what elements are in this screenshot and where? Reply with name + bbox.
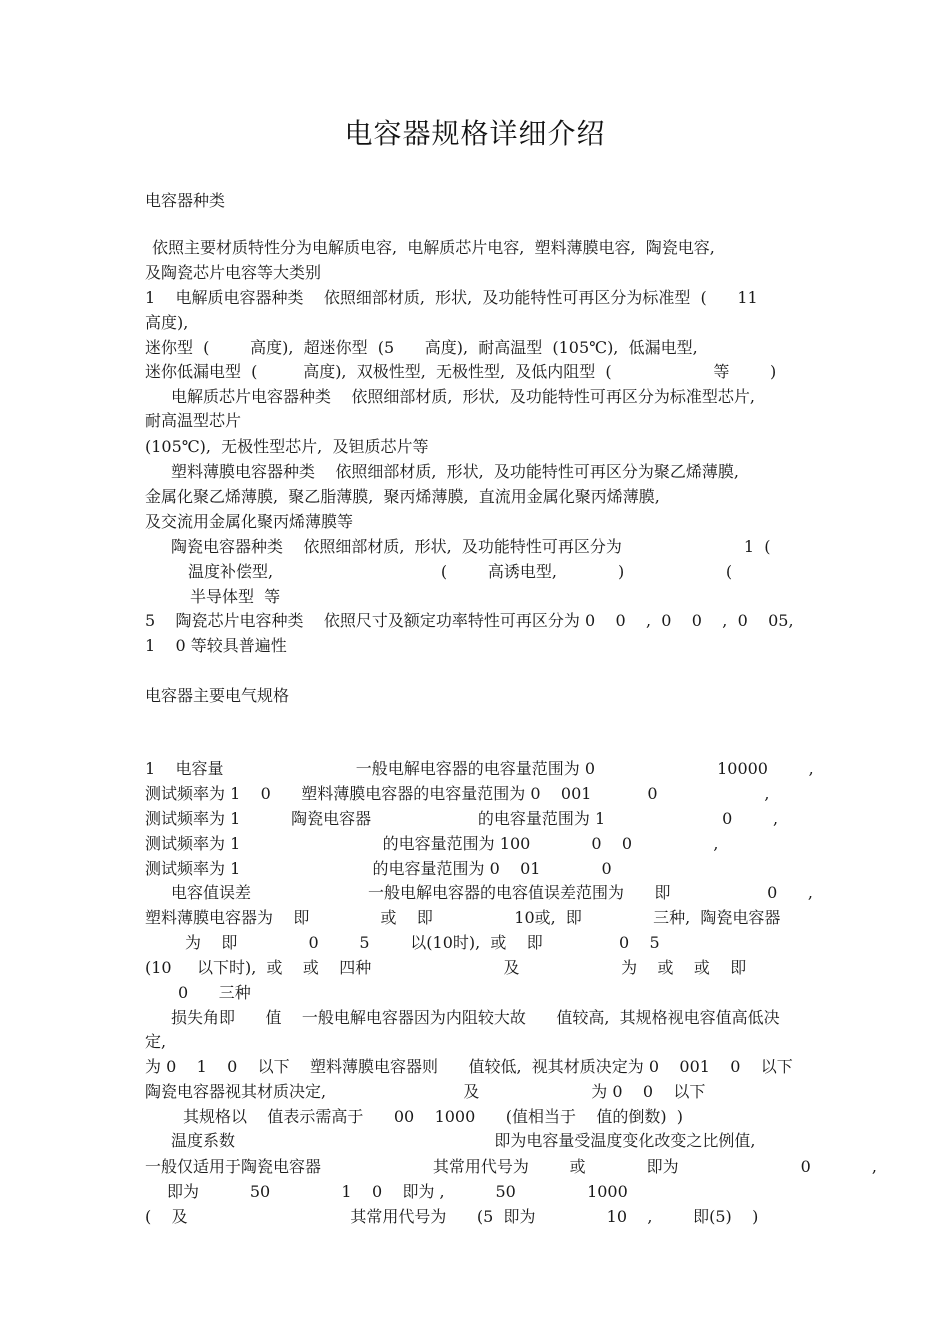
text-line: 电容器主要电气规格 [145,686,290,705]
text-line: 陶瓷电容器视其材质决定, 及 为 0 0 以下 [145,1082,706,1101]
text-line: 电容器种类 [145,191,226,210]
text-line: 测试频率为 1 的电容量范围为 0 01 0 [145,859,612,878]
text-line: 电解质芯片电容器种类 依照细部材质, 形状, 及功能特性可再区分为标准型芯片, [171,387,755,406]
text-line: 测试频率为 1 0 塑料薄膜电容器的电容量范围为 0 001 0 , [145,784,770,803]
text-line: 塑料薄膜电容器种类 依照细部材质, 形状, 及功能特性可再区分为聚乙烯薄膜, [171,462,739,481]
text-line: 5 陶瓷芯片电容种类 依照尺寸及额定功率特性可再区分为 0 0 , 0 0 , 0 05, [145,611,794,630]
text-line: 1 0 等较具普遍性 [145,636,287,655]
text-line: 即为 50 1 0 即为 , 50 1000 [167,1182,628,1201]
text-line: 金属化聚乙烯薄膜, 聚乙脂薄膜, 聚丙烯薄膜, 直流用金属化聚丙烯薄膜, [145,487,660,506]
text-line: 及陶瓷芯片电容等大类别 [145,263,322,282]
text-line: 电容值误差 一般电解电容器的电容值误差范围为 即 0 , [171,883,813,902]
text-line: 迷你型 ( 高度), 超迷你型 (5 高度), 耐高温型 (105℃), 低漏电型, [145,338,698,357]
text-line: 定, [145,1032,167,1051]
text-line: 1 电容量 一般电解电容器的电容量范围为 0 10000 , [145,759,814,778]
text-line: 温度系数 即为电容量受温度变化改变之比例值, [171,1131,756,1150]
text-line: 依照主要材质特性分为电解质电容, 电解质芯片电容, 塑料薄膜电容, 陶瓷电容, [152,238,715,257]
text-line: ( 及 其常用代号为 (5 即为 10 , 即(5) ) [145,1207,759,1226]
text-line: 迷你低漏电型 ( 高度), 双极性型, 无极性型, 及低内阻型 ( 等 ) [145,362,777,381]
text-line: 高度), [145,313,189,332]
text-line: 测试频率为 1 陶瓷电容器 的电容量范围为 1 0 , [145,809,779,828]
text-line: 损失角即 值 一般电解电容器因为内阻较大故 值较高, 其规格视电容值高低决 [171,1008,780,1027]
text-line: 测试频率为 1 的电容量范围为 100 0 0 , [145,834,719,853]
text-line: 温度补偿型, ( 高诱电型, ) ( [188,562,733,581]
text-line: (10 以下时), 或 或 四种 及 为 或 或 即 [145,958,747,977]
text-line: 1 电解质电容器种类 依照细部材质, 形状, 及功能特性可再区分为标准型 ( 11 [145,288,758,307]
text-line: 耐高温型芯片 [145,411,242,430]
document-title: 电容器规格详细介绍 [344,117,606,150]
text-line: 为 即 0 5 以(10时), 或 即 0 5 [185,933,660,952]
text-line: 其规格以 值表示需高于 00 1000 (值相当于 值的倒数) ) [183,1107,684,1126]
text-line: 及交流用金属化聚丙烯薄膜等 [145,512,354,531]
text-line: 塑料薄膜电容器为 即 或 即 10或, 即 三种, 陶瓷电容器 [145,908,781,927]
text-line: 0 三种 [178,983,251,1002]
text-line: 陶瓷电容器种类 依照细部材质, 形状, 及功能特性可再区分为 1 ( [171,537,771,556]
text-line: (105℃), 无极性型芯片, 及钽质芯片等 [145,437,429,456]
text-line: 为 0 1 0 以下 塑料薄膜电容器则 值较低, 视其材质决定为 0 001 0 以下 [145,1057,793,1076]
text-line: 一般仅适用于陶瓷电容器 其常用代号为 或 即为 0 , [145,1157,877,1176]
text-line: 半导体型 等 [190,587,281,606]
